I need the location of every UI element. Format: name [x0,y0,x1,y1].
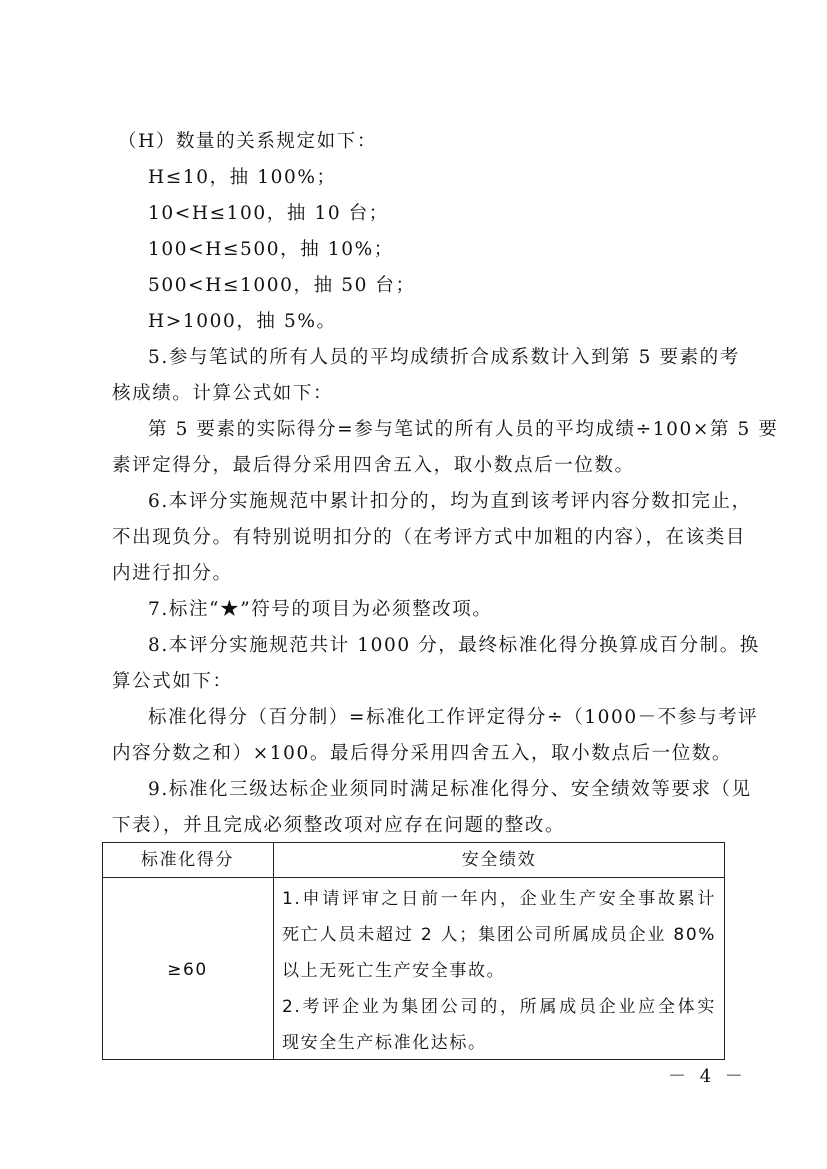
table-border [102,842,725,843]
rule-line: H≤10，抽 100%； [148,167,337,188]
paragraph-line: 内进行扣分。 [112,563,233,584]
table-border [102,842,103,1060]
table-border [273,842,274,1060]
paragraph-line: 7.标注“★”符号的项目为必须整改项。 [148,599,493,620]
paragraph-line: 6.本评分实施规范中累计扣分的，均为直到该考评内容分数扣完止， [148,491,752,512]
table-header-performance: 安全绩效 [461,850,537,870]
performance-table [102,842,725,1060]
table-cell-performance-line: 死亡人员未超过 2 人；集团公司所属成员企业 80% [282,925,716,945]
table-border [102,877,725,878]
formula-line: 内容分数之和）×100。最后得分采用四舍五入，取小数点后一位数。 [112,743,733,764]
rule-line: 100<H≤500，抽 10%； [148,239,394,260]
rule-line: 10<H≤100，抽 10 台； [148,203,389,224]
table-cell-performance-line: 1.申请评审之日前一年内，企业生产安全事故累计 [282,889,716,909]
table-border [102,1059,725,1060]
paragraph-line: 算公式如下： [112,671,233,692]
paragraph-line: 5.参与笔试的所有人员的平均成绩折合成系数计入到第 5 要素的考 [148,347,740,368]
paragraph-line: 不出现负分。有特别说明扣分的（在考评方式中加粗的内容），在该类目 [112,527,746,548]
paragraph-line: 下表），并且完成必须整改项对应存在问题的整改。 [112,815,566,836]
formula-line: 素评定得分，最后得分采用四舍五入，取小数点后一位数。 [112,455,635,476]
table-cell-performance-line: 2.考评企业为集团公司的，所属成员企业应全体实 [282,997,716,1017]
formula-line: 第 5 要素的实际得分=参与笔试的所有人员的平均成绩÷100×第 5 要 [148,419,779,440]
paragraph-line: 8.本评分实施规范共计 1000 分，最终标准化得分换算成百分制。换 [148,635,760,656]
table-header-score: 标准化得分 [141,850,234,870]
table-border [724,842,725,1060]
table-cell-performance-line: 以上无死亡生产安全事故。 [282,961,506,981]
paragraph-line: 9.标准化三级达标企业须同时满足标准化得分、安全绩效等要求（见 [148,779,752,800]
rule-line: H>1000，抽 5%。 [148,311,337,332]
formula-line: 标准化得分（百分制）=标准化工作评定得分÷（1000－不参与考评 [148,707,759,728]
page-number: － 4 － [668,1066,747,1087]
rule-line: 500<H≤1000，抽 50 台； [148,275,416,296]
paragraph-line: （H）数量的关系规定如下： [118,131,377,152]
paragraph-line: 核成绩。计算公式如下： [112,383,334,404]
table-cell-score: ≥60 [167,960,208,980]
table-cell-performance-line: 现安全生产标准化达标。 [282,1033,487,1053]
